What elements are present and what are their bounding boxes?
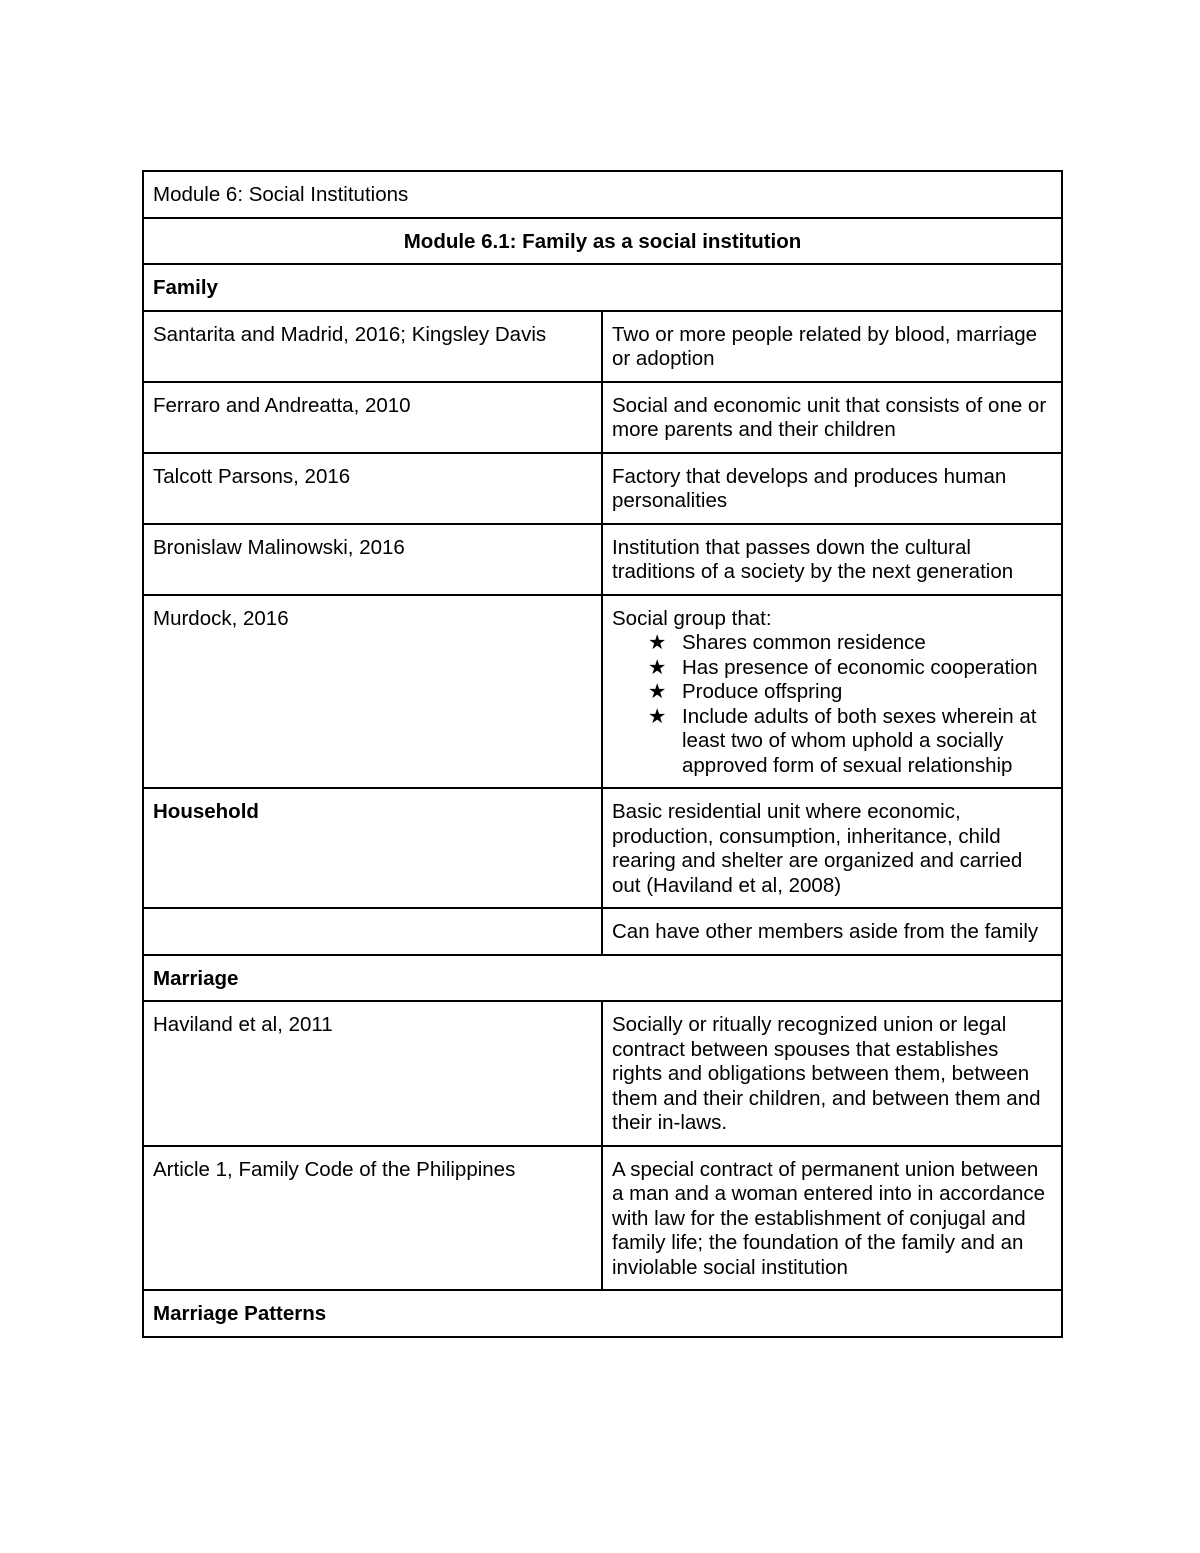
family-heading: Family — [143, 264, 1062, 311]
source-cell: Haviland et al, 2011 — [143, 1001, 602, 1146]
table-row-murdock — [143, 595, 1062, 789]
list-item — [648, 680, 1052, 705]
household-label: Household — [143, 788, 602, 908]
table-row — [143, 524, 1062, 595]
table-row-household — [143, 788, 1062, 908]
empty-cell — [143, 908, 602, 955]
star-icon: ★ — [648, 680, 667, 703]
submodule-title: Module 6.1: Family as a social institution — [143, 218, 1062, 265]
source-cell: Santarita and Madrid, 2016; Kingsley Davis — [143, 311, 602, 382]
table-row — [143, 453, 1062, 524]
list-item — [648, 705, 1052, 779]
module-title-row — [143, 171, 1062, 218]
table-row — [143, 311, 1062, 382]
family-section-row — [143, 264, 1062, 311]
source-cell: Murdock, 2016 — [143, 595, 602, 789]
definition-cell: Socially or ritually recognized union or legal contract between spouses that establishes rights and obligations between them, between them and their children, and between them and their in-laws. — [602, 1001, 1062, 1146]
source-cell: Article 1, Family Code of the Philippines — [143, 1146, 602, 1291]
definition-cell: Institution that passes down the cultural traditions of a society by the next generation — [602, 524, 1062, 595]
module-table — [142, 170, 1063, 1338]
submodule-title-row — [143, 218, 1062, 265]
star-icon: ★ — [648, 655, 667, 679]
module-title: Module 6: Social Institutions — [143, 171, 1062, 218]
list-item — [648, 631, 1052, 656]
marriage-patterns-section-row — [143, 1290, 1062, 1337]
definition-cell: Social and economic unit that consists of one or more parents and their children — [602, 382, 1062, 453]
definition-cell: A special contract of permanent union between a man and a woman entered into in accordance with law for the establishment of conjugal and family life; the foundation of the family and an inviolable social institution — [602, 1146, 1062, 1291]
definition-cell: Two or more people related by blood, marriage or adoption — [602, 311, 1062, 382]
murdock-bullet-list — [612, 631, 1052, 778]
source-cell: Ferraro and Andreatta, 2010 — [143, 382, 602, 453]
list-item — [648, 656, 1052, 681]
definition-cell: Factory that develops and produces human personalities — [602, 453, 1062, 524]
murdock-intro: Social group that: — [612, 606, 772, 630]
marriage-patterns-heading: Marriage Patterns — [143, 1290, 1062, 1337]
definition-cell — [602, 595, 1062, 789]
marriage-section-row — [143, 955, 1062, 1002]
bullet-text: Has presence of economic cooperation — [682, 655, 1038, 679]
source-cell: Bronislaw Malinowski, 2016 — [143, 524, 602, 595]
source-cell: Talcott Parsons, 2016 — [143, 453, 602, 524]
marriage-heading: Marriage — [143, 955, 1062, 1002]
table-row — [143, 1146, 1062, 1291]
table-row-household-note — [143, 908, 1062, 955]
star-icon: ★ — [648, 704, 667, 728]
table-row — [143, 1001, 1062, 1146]
bullet-text: Include adults of both sexes wherein at least two of whom uphold a socially approved form of sexual relationship — [682, 704, 1037, 777]
bullet-text: Shares common residence — [682, 631, 926, 654]
definition-cell: Can have other members aside from the family — [602, 908, 1062, 955]
star-icon: ★ — [648, 631, 667, 654]
table-row — [143, 382, 1062, 453]
bullet-text: Produce offspring — [682, 680, 843, 703]
definition-cell: Basic residential unit where economic, production, consumption, inheritance, child rearing and shelter are organized and carried out (Haviland et al, 2008) — [602, 788, 1062, 908]
